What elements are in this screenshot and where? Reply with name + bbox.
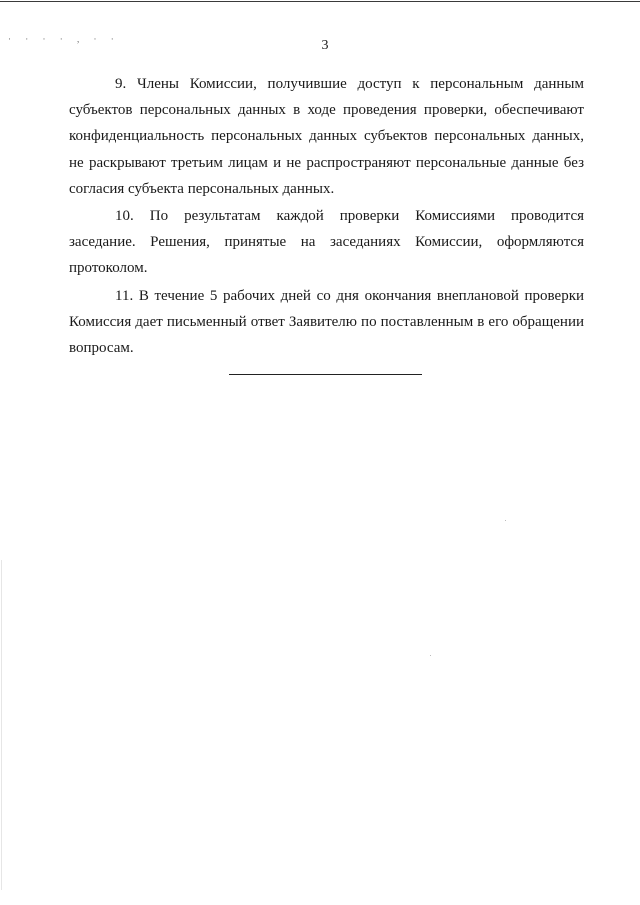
page-number: 3 [321, 38, 329, 53]
paragraph-11 [69, 283, 584, 362]
scan-top-edge [0, 1, 640, 2]
paragraph-number: 11. [115, 287, 134, 304]
scan-edge-shadow [1, 560, 2, 890]
scan-speck [430, 655, 431, 656]
end-of-document-rule [229, 374, 422, 375]
paragraph-number: 10. [115, 208, 134, 225]
paragraph-text: В течение 5 рабочих дней со дня окончания внеплановой проверки Комиссия дает письменный ответ Заявителю по поставленным в его обращении вопросам. [69, 287, 585, 357]
paragraph-text: Члены Комиссии, получившие доступ к персональным данным субъектов персональных данных в ходе проведения проверки, обеспечивают конфиденциальность персональных данных субъектов персональных данных, не раскрывают третьим лицам и не распространяют персональные данные без согласия субъекта персональных данных. [69, 76, 584, 197]
scan-artifacts: · · · · , · · [8, 34, 120, 44]
paragraph-10 [69, 203, 584, 282]
paragraph-text: По результатам каждой проверки Комиссиями проводится заседание. Решения, принятые на заседаниях Комиссии, оформляются протоколом. [69, 208, 585, 277]
paragraph-9 [69, 71, 584, 202]
paragraph-number: 9. [115, 76, 127, 92]
scan-speck [505, 520, 506, 521]
document-body [69, 71, 584, 362]
